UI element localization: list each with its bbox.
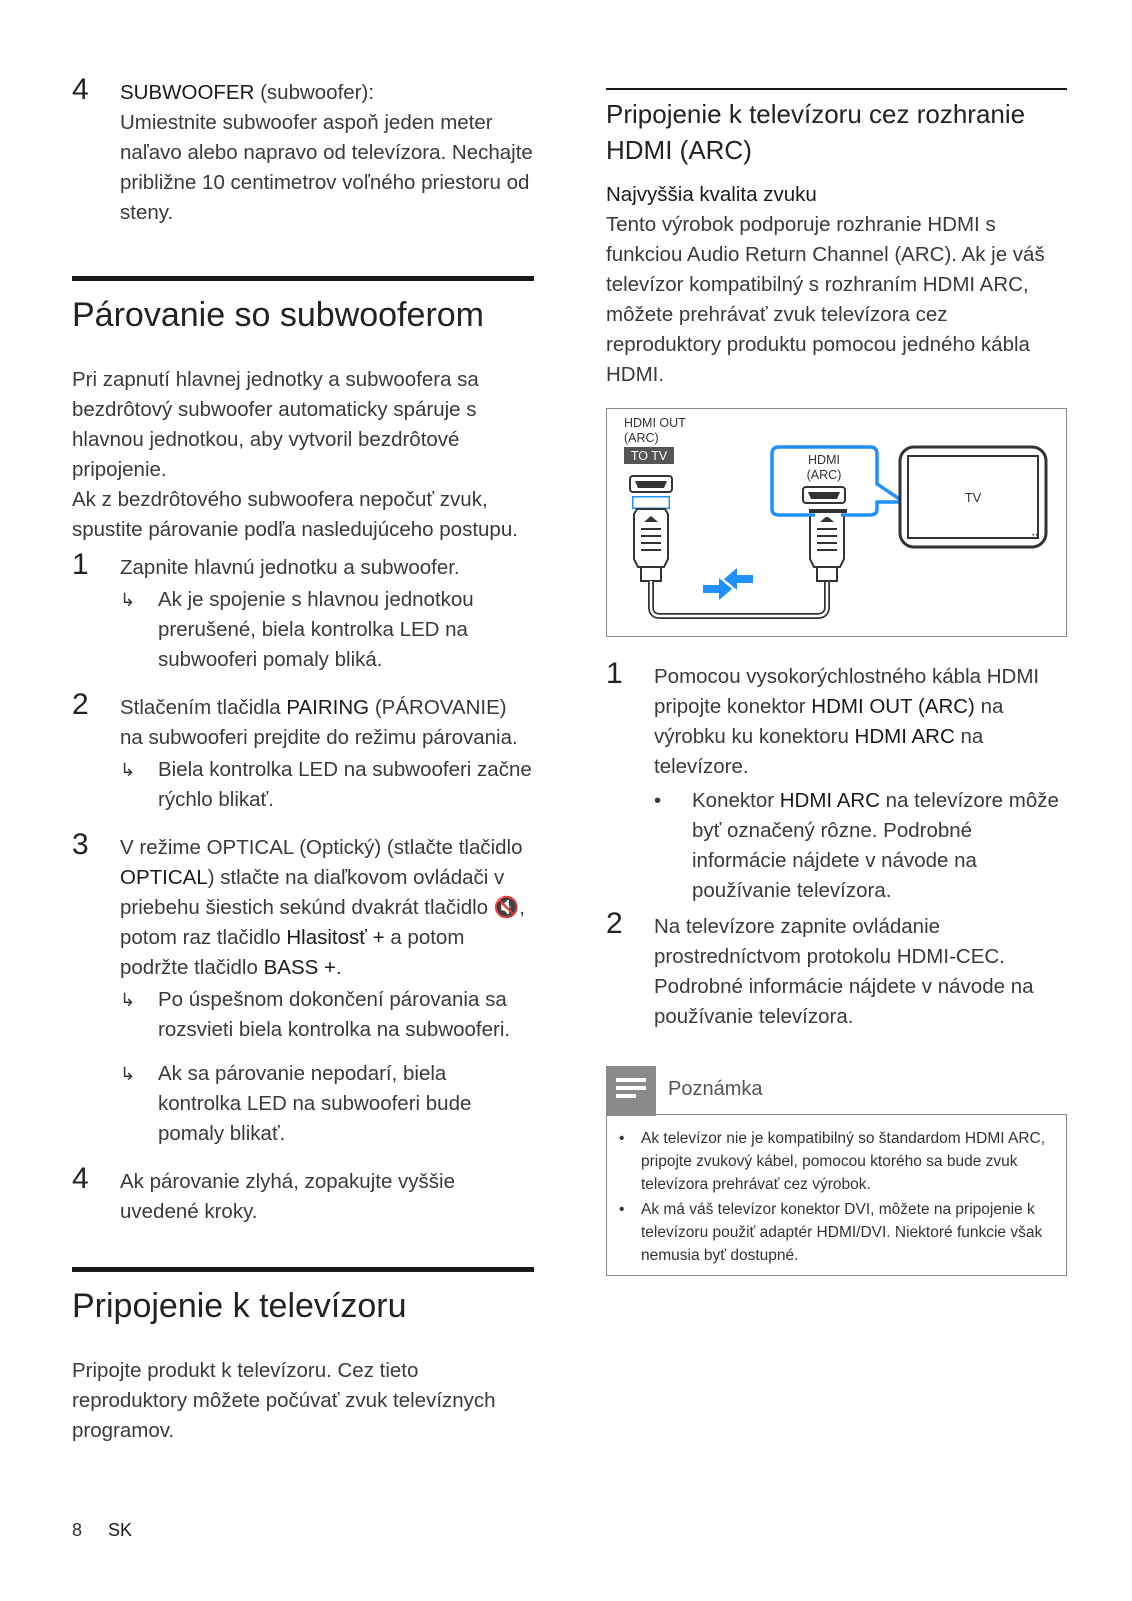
result-arrow-icon: ↳	[120, 1064, 136, 1084]
result-text: Ak sa párovanie nepodarí, biela kontrolka LED na subwooferi bude pomaly blikať.	[158, 1062, 472, 1145]
section-title-tv: Pripojenie k televízoru	[72, 1287, 407, 1325]
section-title-pairing: Párovanie so subwooferom	[72, 296, 485, 334]
step-number: 1	[606, 657, 623, 690]
label-hdmi-out: HDMI OUT	[624, 416, 686, 430]
right-column	[606, 88, 1067, 390]
tv-hdmi-arc-callout	[772, 447, 904, 517]
bullet-text: Konektor HDMI ARC na televízore môže byť označený rôzne. Podrobné informácie nájdete v návode na používanie televízora.	[692, 789, 1059, 902]
label-hdmi: HDMI	[808, 453, 840, 467]
section-divider	[606, 88, 1067, 90]
step-number: 2	[72, 688, 89, 721]
svg-text:• •: • •	[1032, 533, 1038, 539]
label-tv: TV	[964, 490, 982, 505]
label-arc: (ARC)	[624, 431, 659, 445]
pairing-intro: Pri zapnutí hlavnej jednotky a subwoofera sa bezdrôtový subwoofer automaticky spáruje s hlavnou jednotkou, aby vytvoril bezdrôtové pripojenie. Ak z bezdrôtového subwoofera nepočuť zvuk, spustite párovanie podľa nasledujúceho postupu.	[72, 368, 518, 541]
result-arrow-icon: ↳	[120, 760, 136, 780]
section-divider	[72, 276, 534, 281]
tv-intro: Pripojte produkt k televízoru. Cez tieto reproduktory môžete počúvať zvuk televíznych programov.	[72, 1359, 496, 1442]
pairing-step	[72, 828, 534, 1149]
hdmi-connection-diagram	[606, 408, 1067, 637]
section-title-hdmi-arc: Pripojenie k televízoru cez rozhranie HDMI (ARC)	[606, 99, 1026, 165]
note-header	[606, 1066, 1067, 1116]
hdmi-steps	[606, 657, 1067, 1032]
note-text: Ak televízor nie je kompatibilný so štandardom HDMI ARC, pripojte zvukový kábel, pomocou ktorého sa bude zvuk televízora prehrávať cez výrobok.	[641, 1130, 1046, 1193]
result-text: Ak je spojenie s hlavnou jednotkou prerušené, biela kontrolka LED na subwooferi pomaly bliká.	[158, 588, 474, 671]
note-item	[619, 1198, 1052, 1267]
bullet-dot-icon: •	[619, 1201, 625, 1218]
page-number: 8	[72, 1520, 83, 1540]
pairing-steps	[72, 548, 534, 1227]
step-number: 2	[606, 907, 623, 940]
step-text: Stlačením tlačidla PAIRING (PÁROVANIE) na subwooferi prejdite do režimu párovania.	[120, 696, 518, 749]
step-text: Na televízore zapnite ovládanie prostredníctvom protokolu HDMI-CEC. Podrobné informácie nájdete v návode na používanie televízora.	[654, 915, 1034, 1028]
section-divider	[72, 1267, 534, 1272]
step-result	[120, 1059, 534, 1149]
result-arrow-icon: ↳	[120, 590, 136, 610]
step-result	[120, 755, 534, 815]
tv-icon	[900, 447, 1046, 547]
hdmi-step	[606, 657, 1067, 906]
result-text: Po úspešnom dokončení párovania sa rozsvieti biela kontrolka na subwooferi.	[158, 988, 511, 1041]
step-result	[120, 985, 534, 1045]
hdmi-plug-icon	[632, 496, 670, 581]
hdmi-intro: Tento výrobok podporuje rozhranie HDMI s funkciou Audio Return Channel (ARC). Ak je váš televízor kompatibilný s rozhraním HDMI ARC, môžete prehrávať zvuk televízora cez reproduktory produktu pomocou jedného kábla HDMI.	[606, 213, 1045, 386]
pairing-step	[72, 1162, 534, 1227]
note-box	[606, 1114, 1067, 1276]
bullet-dot-icon: •	[619, 1130, 625, 1147]
step-number: 4	[72, 1162, 89, 1195]
note-title: Poznámka	[668, 1078, 763, 1100]
subsection-title: Najvyššia kvalita zvuku	[606, 183, 817, 206]
bidirectional-arrow-icon	[703, 568, 753, 600]
bullet-dot-icon: •	[654, 789, 662, 812]
page-footer	[72, 1520, 132, 1541]
note-item	[619, 1127, 1052, 1196]
step-number: 4	[72, 73, 89, 106]
language-code: SK	[108, 1520, 133, 1540]
note-icon	[606, 1066, 656, 1116]
step-result	[120, 585, 534, 675]
step-number: 3	[72, 828, 89, 861]
label-arc: (ARC)	[806, 468, 842, 482]
step-text: Pomocou vysokorýchlostného kábla HDMI pripojte konektor HDMI OUT (ARC) na výrobku ku konektoru HDMI ARC na televízore.	[654, 665, 1040, 778]
step-text: SUBWOOFER (subwoofer): Umiestnite subwoofer aspoň jeden meter naľavo alebo napravo od televízora. Nechajte približne 10 centimetrov voľného priestoru od steny.	[120, 81, 533, 224]
result-text: Biela kontrolka LED na subwooferi začne rýchlo blikať.	[158, 758, 532, 811]
hdmi-plug-icon	[810, 509, 844, 581]
step-bullet	[654, 786, 1067, 906]
label-to-tv: TO TV	[630, 449, 668, 463]
step-text: Ak párovanie zlyhá, zopakujte vyššie uvedené kroky.	[120, 1170, 456, 1223]
step-text: V režime OPTICAL (Optický) (stlačte tlačidlo OPTICAL) stlačte na diaľkovom ovládači v priebehu šiestich sekúnd dvakrát tlačidlo 🔇, potom raz tlačidlo Hlasitosť + a potom podržte tlačidlo BASS +.	[120, 836, 525, 979]
result-arrow-icon: ↳	[120, 990, 136, 1010]
step-text: Zapnite hlavnú jednotku a subwoofer.	[120, 556, 460, 579]
pairing-step	[72, 688, 534, 815]
pairing-step	[72, 548, 534, 675]
step-number: 1	[72, 548, 89, 581]
hdmi-step	[606, 907, 1067, 1032]
note-text: Ak má váš televízor konektor DVI, môžete na pripojenie k televízoru použiť adaptér HDMI/DVI. Niektoré funkcie však nemusia byť dostupné.	[641, 1201, 1043, 1264]
hdmi-port-icon	[630, 476, 672, 492]
left-column	[72, 73, 534, 1446]
subwoofer-step	[72, 73, 534, 228]
